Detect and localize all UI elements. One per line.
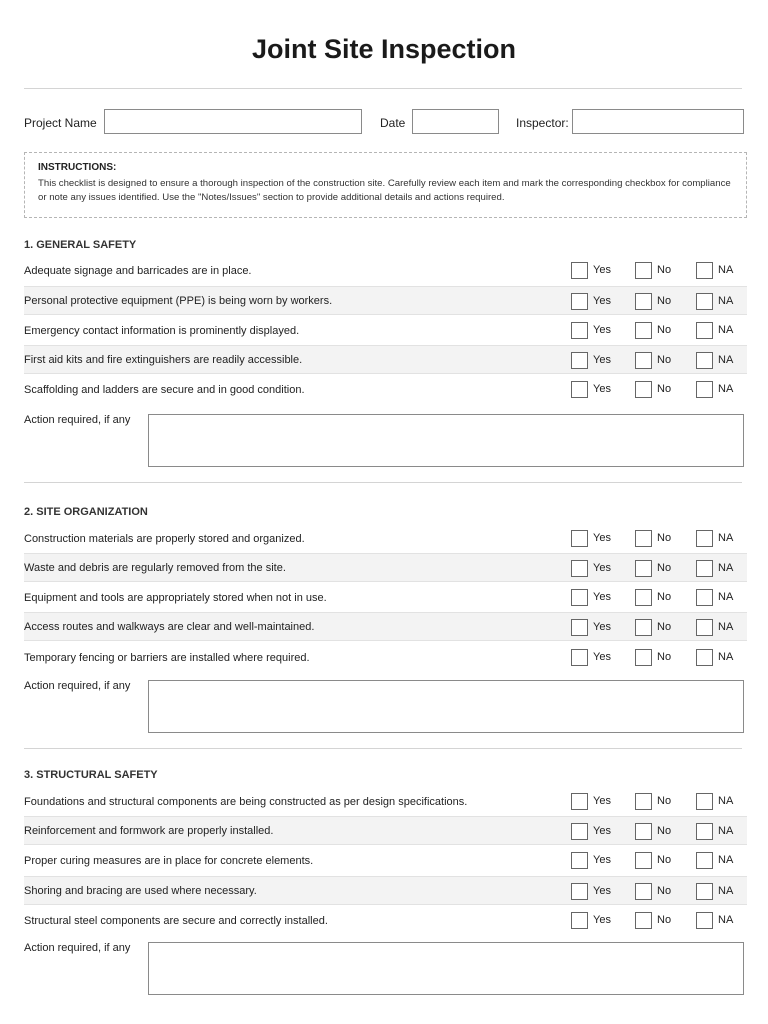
yes-option[interactable] xyxy=(571,379,611,399)
yes-option[interactable] xyxy=(571,617,611,637)
yes-label: Yes xyxy=(593,621,611,633)
no-label: No xyxy=(657,324,672,336)
checklist-item-text: Proper curing measures are in place for concrete elements. xyxy=(24,854,314,867)
yes-label: Yes xyxy=(593,854,611,866)
checklist-row xyxy=(24,286,747,315)
yes-checkbox[interactable] xyxy=(571,262,588,279)
date-field[interactable] xyxy=(412,109,499,134)
yes-option[interactable] xyxy=(571,528,611,548)
yes-checkbox[interactable] xyxy=(571,352,588,369)
checklist-row xyxy=(24,524,747,553)
yes-checkbox[interactable] xyxy=(571,322,588,339)
yes-label: Yes xyxy=(593,264,611,276)
na-label: NA xyxy=(718,591,734,603)
na-checkbox[interactable] xyxy=(696,352,713,369)
no-label: No xyxy=(657,562,672,574)
no-checkbox[interactable] xyxy=(635,793,652,810)
na-label: NA xyxy=(718,324,734,336)
yes-label: Yes xyxy=(593,295,611,307)
no-label: No xyxy=(657,651,672,663)
na-option[interactable] xyxy=(696,291,733,311)
na-option[interactable] xyxy=(696,647,733,667)
action-required-field[interactable] xyxy=(148,680,744,733)
yes-checkbox[interactable] xyxy=(571,589,588,606)
na-option[interactable] xyxy=(696,821,733,841)
na-option[interactable] xyxy=(696,881,733,901)
na-label: NA xyxy=(718,264,734,276)
no-label: No xyxy=(657,264,672,276)
no-label: No xyxy=(657,532,672,544)
action-required-label: Action required, if any xyxy=(24,680,131,692)
na-checkbox[interactable] xyxy=(696,649,713,666)
na-label: NA xyxy=(718,854,734,866)
checklist-row xyxy=(24,816,747,845)
checklist-row xyxy=(24,787,747,816)
checklist-row xyxy=(24,345,747,374)
na-checkbox[interactable] xyxy=(696,793,713,810)
title-divider xyxy=(24,88,742,89)
no-checkbox[interactable] xyxy=(635,352,652,369)
checklist-item-text: Access routes and walkways are clear and well-maintained. xyxy=(24,620,315,633)
section-title-general-safety: 1. GENERAL SAFETY xyxy=(24,239,137,251)
no-checkbox[interactable] xyxy=(635,912,652,929)
yes-label: Yes xyxy=(593,562,611,574)
na-checkbox[interactable] xyxy=(696,912,713,929)
no-checkbox[interactable] xyxy=(635,852,652,869)
na-option[interactable] xyxy=(696,260,733,280)
yes-option[interactable] xyxy=(571,558,611,578)
action-required-field[interactable] xyxy=(148,942,744,995)
na-option[interactable] xyxy=(696,379,733,399)
no-option[interactable] xyxy=(635,558,671,578)
checklist-item-text: Emergency contact information is prominently displayed. xyxy=(24,324,300,337)
na-checkbox[interactable] xyxy=(696,530,713,547)
no-option[interactable] xyxy=(635,881,671,901)
na-label: NA xyxy=(718,621,734,633)
checklist-row xyxy=(24,906,747,935)
checklist-row xyxy=(24,316,747,345)
no-checkbox[interactable] xyxy=(635,322,652,339)
no-checkbox[interactable] xyxy=(635,649,652,666)
checklist-item-text: Adequate signage and barricades are in place. xyxy=(24,264,252,277)
na-label: NA xyxy=(718,383,734,395)
yes-checkbox[interactable] xyxy=(571,381,588,398)
na-label: NA xyxy=(718,295,734,307)
yes-label: Yes xyxy=(593,914,611,926)
no-option[interactable] xyxy=(635,821,671,841)
checklist-item-text: First aid kits and fire extinguishers are readily accessible. xyxy=(24,353,303,366)
yes-label: Yes xyxy=(593,532,611,544)
yes-checkbox[interactable] xyxy=(571,912,588,929)
no-option[interactable] xyxy=(635,791,671,811)
na-checkbox[interactable] xyxy=(696,883,713,900)
no-option[interactable] xyxy=(635,528,671,548)
na-label: NA xyxy=(718,885,734,897)
na-checkbox[interactable] xyxy=(696,293,713,310)
yes-option[interactable] xyxy=(571,791,611,811)
yes-option[interactable] xyxy=(571,647,611,667)
na-option[interactable] xyxy=(696,587,733,607)
yes-checkbox[interactable] xyxy=(571,793,588,810)
yes-checkbox[interactable] xyxy=(571,293,588,310)
no-option[interactable] xyxy=(635,260,671,280)
yes-option[interactable] xyxy=(571,910,611,930)
yes-option[interactable] xyxy=(571,320,611,340)
no-label: No xyxy=(657,885,672,897)
no-checkbox[interactable] xyxy=(635,883,652,900)
na-checkbox[interactable] xyxy=(696,852,713,869)
yes-label: Yes xyxy=(593,354,611,366)
yes-label: Yes xyxy=(593,825,611,837)
na-option[interactable] xyxy=(696,617,733,637)
inspector-label: Inspector: xyxy=(516,116,569,130)
yes-checkbox[interactable] xyxy=(571,852,588,869)
yes-checkbox[interactable] xyxy=(571,619,588,636)
checklist-row xyxy=(24,643,747,672)
checklist-item-text: Shoring and bracing are used where necessary. xyxy=(24,884,257,897)
yes-option[interactable] xyxy=(571,881,611,901)
na-checkbox[interactable] xyxy=(696,262,713,279)
na-option[interactable] xyxy=(696,350,733,370)
no-checkbox[interactable] xyxy=(635,589,652,606)
na-option[interactable] xyxy=(696,558,733,578)
na-label: NA xyxy=(718,354,734,366)
section-divider xyxy=(24,482,742,483)
checklist-row xyxy=(24,846,747,875)
yes-checkbox[interactable] xyxy=(571,649,588,666)
instructions-text: This checklist is designed to ensure a thorough inspection of the construction site. Carefully review each item and mark the corresponding checkbox for compliance or note any issues identified. Use the "Notes/Issues" section to provide additional details and actions required. xyxy=(38,178,731,203)
checklist-item-text: Reinforcement and formwork are properly installed. xyxy=(24,824,274,837)
yes-label: Yes xyxy=(593,591,611,603)
checklist-item-text: Structural steel components are secure and correctly installed. xyxy=(24,914,328,927)
no-option[interactable] xyxy=(635,291,671,311)
na-label: NA xyxy=(718,562,734,574)
inspector-field[interactable] xyxy=(572,109,744,134)
yes-option[interactable] xyxy=(571,350,611,370)
no-checkbox[interactable] xyxy=(635,293,652,310)
checklist-item-text: Scaffolding and ladders are secure and in good condition. xyxy=(24,383,305,396)
na-checkbox[interactable] xyxy=(696,560,713,577)
no-label: No xyxy=(657,825,672,837)
na-option[interactable] xyxy=(696,528,733,548)
instructions-title: INSTRUCTIONS: xyxy=(38,162,117,173)
yes-checkbox[interactable] xyxy=(571,530,588,547)
date-label: Date xyxy=(380,116,406,130)
checklist-row xyxy=(24,583,747,612)
no-checkbox[interactable] xyxy=(635,530,652,547)
yes-option[interactable] xyxy=(571,821,611,841)
no-option[interactable] xyxy=(635,647,671,667)
instructions-box xyxy=(24,152,747,218)
na-label: NA xyxy=(718,532,734,544)
no-checkbox[interactable] xyxy=(635,619,652,636)
no-label: No xyxy=(657,914,672,926)
no-label: No xyxy=(657,591,672,603)
na-checkbox[interactable] xyxy=(696,589,713,606)
no-label: No xyxy=(657,354,672,366)
na-option[interactable] xyxy=(696,850,733,870)
checklist-item-text: Equipment and tools are appropriately stored when not in use. xyxy=(24,591,327,604)
no-checkbox[interactable] xyxy=(635,381,652,398)
checklist-item-text: Construction materials are properly stored and organized. xyxy=(24,532,305,545)
yes-label: Yes xyxy=(593,651,611,663)
yes-checkbox[interactable] xyxy=(571,823,588,840)
na-label: NA xyxy=(718,914,734,926)
checklist-row xyxy=(24,375,747,404)
checklist-item-text: Temporary fencing or barriers are installed where required. xyxy=(24,651,310,664)
no-option[interactable] xyxy=(635,320,671,340)
yes-label: Yes xyxy=(593,383,611,395)
checklist-row xyxy=(24,612,747,641)
no-checkbox[interactable] xyxy=(635,262,652,279)
yes-option[interactable] xyxy=(571,850,611,870)
yes-label: Yes xyxy=(593,324,611,336)
section-title-site-organization: 2. SITE ORGANIZATION xyxy=(24,506,148,518)
no-option[interactable] xyxy=(635,587,671,607)
na-option[interactable] xyxy=(696,910,733,930)
no-label: No xyxy=(657,795,672,807)
checklist-row xyxy=(24,256,747,285)
no-option[interactable] xyxy=(635,850,671,870)
na-checkbox[interactable] xyxy=(696,619,713,636)
action-required-label: Action required, if any xyxy=(24,942,131,954)
action-required-field[interactable] xyxy=(148,414,744,467)
na-label: NA xyxy=(718,825,734,837)
no-checkbox[interactable] xyxy=(635,560,652,577)
na-option[interactable] xyxy=(696,791,733,811)
checklist-item-text: Personal protective equipment (PPE) is being worn by workers. xyxy=(24,294,333,307)
no-option[interactable] xyxy=(635,350,671,370)
na-option[interactable] xyxy=(696,320,733,340)
project-name-label: Project Name xyxy=(24,116,97,130)
no-label: No xyxy=(657,854,672,866)
na-checkbox[interactable] xyxy=(696,381,713,398)
yes-option[interactable] xyxy=(571,260,611,280)
na-label: NA xyxy=(718,795,734,807)
yes-option[interactable] xyxy=(571,291,611,311)
action-required-label: Action required, if any xyxy=(24,414,131,426)
section-title-structural-safety: 3. STRUCTURAL SAFETY xyxy=(24,769,158,781)
na-label: NA xyxy=(718,651,734,663)
checklist-item-text: Foundations and structural components are being constructed as per design specifications. xyxy=(24,795,468,808)
section-divider xyxy=(24,748,742,749)
yes-label: Yes xyxy=(593,885,611,897)
no-checkbox[interactable] xyxy=(635,823,652,840)
no-option[interactable] xyxy=(635,910,671,930)
yes-checkbox[interactable] xyxy=(571,883,588,900)
na-checkbox[interactable] xyxy=(696,322,713,339)
yes-option[interactable] xyxy=(571,587,611,607)
no-label: No xyxy=(657,295,672,307)
yes-label: Yes xyxy=(593,795,611,807)
checklist-row xyxy=(24,876,747,905)
no-label: No xyxy=(657,383,672,395)
no-option[interactable] xyxy=(635,617,671,637)
na-checkbox[interactable] xyxy=(696,823,713,840)
project-name-field[interactable] xyxy=(104,109,362,134)
no-label: No xyxy=(657,621,672,633)
checklist-row xyxy=(24,553,747,582)
no-option[interactable] xyxy=(635,379,671,399)
yes-checkbox[interactable] xyxy=(571,560,588,577)
page-title: Joint Site Inspection xyxy=(251,34,517,64)
checklist-item-text: Waste and debris are regularly removed from the site. xyxy=(24,561,286,574)
